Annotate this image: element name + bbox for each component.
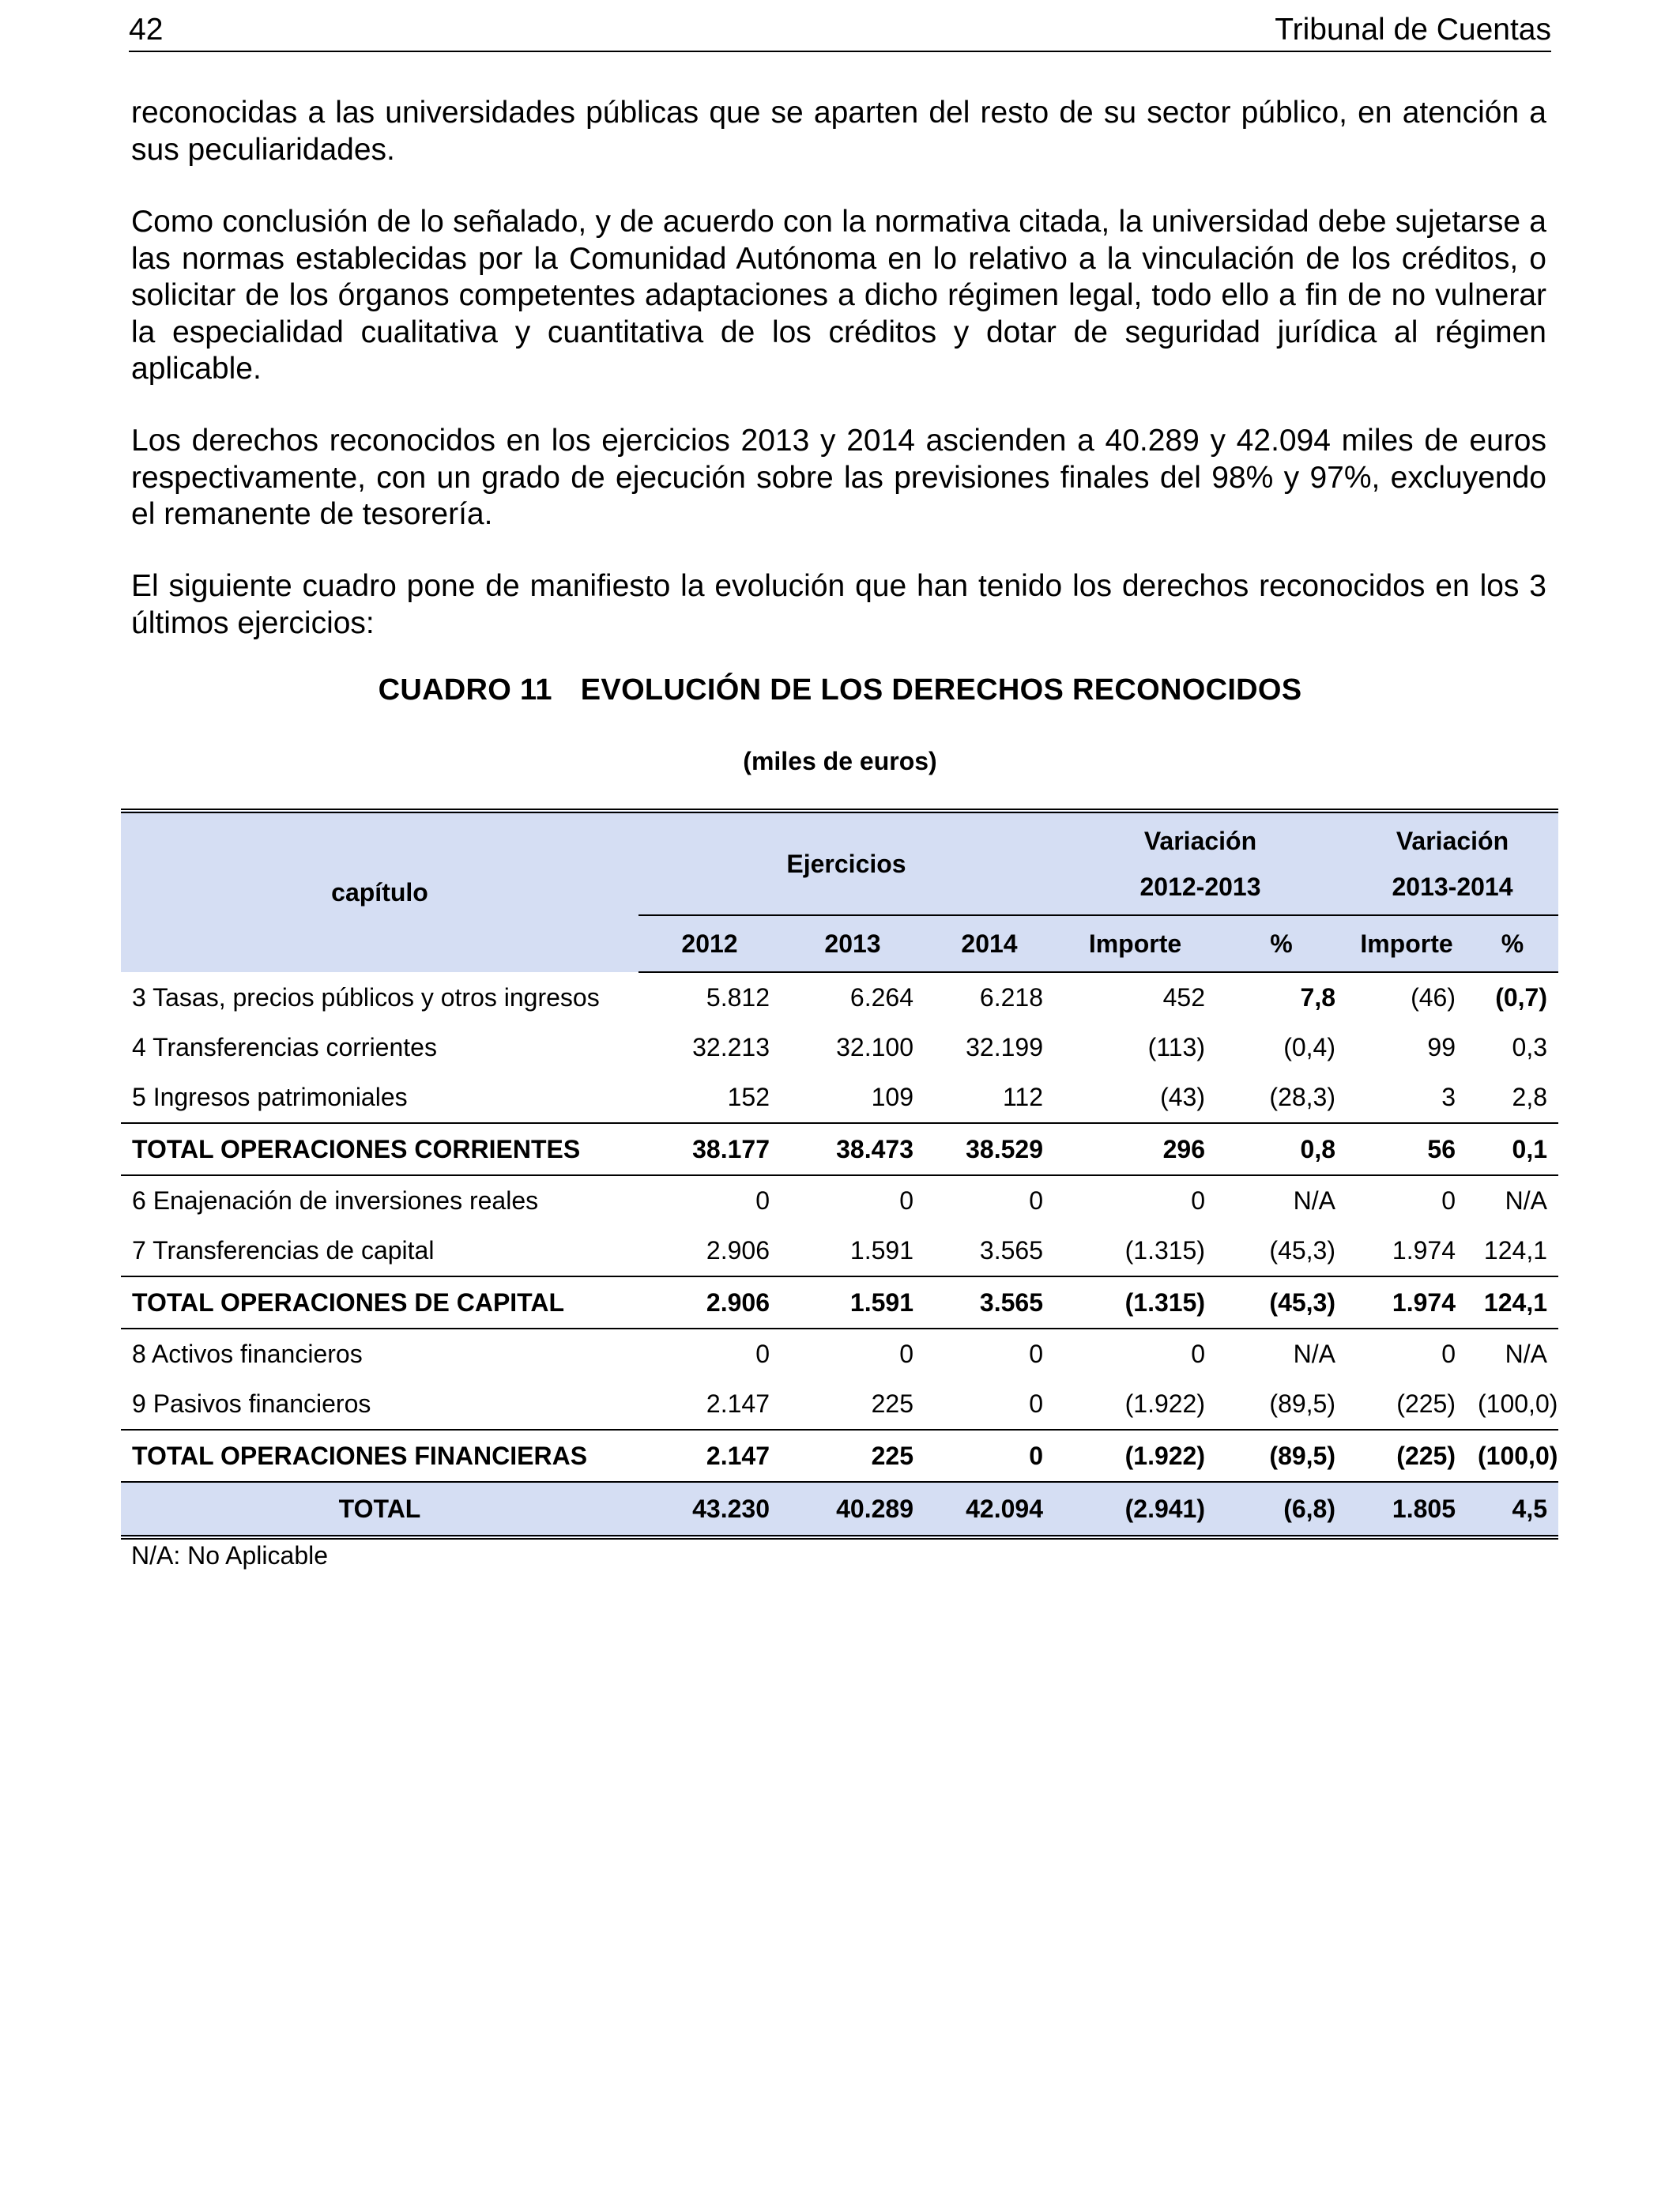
cell: 32.100 — [836, 1033, 913, 1061]
rights-table — [121, 809, 1558, 1540]
cell: 0 — [755, 1340, 770, 1368]
cell: 1.591 — [781, 1276, 925, 1329]
header-year-2013: 2013 — [781, 915, 925, 972]
cell: 3 — [1441, 1083, 1456, 1111]
cell: (6,8) — [1216, 1482, 1347, 1537]
table-title-text: EVOLUCIÓN DE LOS DERECHOS RECONOCIDOS — [580, 673, 1302, 707]
row-label: 3 Tasas, precios públicos y otros ingresos — [132, 982, 600, 1012]
page-header — [129, 9, 1551, 52]
cell: 225 — [781, 1430, 925, 1482]
cell: 112 — [1002, 1083, 1043, 1111]
row-label: 7 Transferencias de capital — [132, 1236, 435, 1265]
cell: 0,3 — [1512, 1033, 1547, 1061]
cell: (45,3) — [1216, 1276, 1347, 1329]
table-note: N/A: No Aplicable — [131, 1541, 329, 1570]
cell: 152 — [727, 1083, 770, 1111]
row-label: TOTAL OPERACIONES FINANCIERAS — [121, 1430, 638, 1482]
cell: (89,5) — [1216, 1430, 1347, 1482]
paragraph-1: reconocidas a las universidades públicas que se aparten del resto de su sector público, en atención a sus peculiaridades. — [131, 96, 1546, 167]
table-unit: (miles de euros) — [743, 747, 937, 775]
cell: (2.941) — [1054, 1482, 1216, 1537]
row-label: TOTAL OPERACIONES CORRIENTES — [121, 1123, 638, 1175]
header-pct: % — [1216, 915, 1347, 972]
row-label: 8 Activos financieros — [132, 1340, 363, 1368]
cell: 38.473 — [781, 1123, 925, 1175]
row-label: 5 Ingresos patrimoniales — [132, 1083, 408, 1111]
cell: (1.315) — [1124, 1236, 1205, 1265]
cell: 0 — [1441, 1186, 1456, 1215]
header-variacion-period: 2012-2013 — [1139, 873, 1261, 901]
header-year-2012: 2012 — [638, 915, 781, 972]
cell: N/A — [1293, 1340, 1335, 1368]
cell: 3.565 — [925, 1276, 1054, 1329]
header-variacion-label: Variación — [1396, 827, 1509, 855]
cell: 56 — [1347, 1123, 1467, 1175]
cell: N/A — [1293, 1186, 1335, 1215]
header-importe: Importe — [1054, 915, 1216, 972]
cell: (43) — [1160, 1083, 1205, 1111]
org-name: Tribunal de Cuentas — [1275, 13, 1551, 47]
header-variacion-label: Variación — [1143, 827, 1257, 855]
cell: 40.289 — [781, 1482, 925, 1537]
row-label: 4 Transferencias corrientes — [132, 1033, 437, 1061]
paragraph-4: El siguiente cuadro pone de manifiesto la evolución que han tenido los derechos reconocidos en los 3 últimos ejercicios: — [131, 569, 1546, 640]
table-row — [121, 972, 1558, 1023]
table-row — [121, 1379, 1558, 1430]
cell: 5.812 — [706, 983, 770, 1012]
cell: 32.213 — [692, 1033, 770, 1061]
cell: 0 — [1029, 1340, 1043, 1368]
table-subtotal-row — [121, 1123, 1558, 1175]
cell: N/A — [1505, 1340, 1547, 1368]
cell: 0 — [925, 1430, 1054, 1482]
page-number: 42 — [129, 13, 164, 47]
cell: 0 — [1191, 1340, 1205, 1368]
cell: 6.218 — [979, 983, 1043, 1012]
cell: 109 — [871, 1083, 913, 1111]
cell: (113) — [1147, 1033, 1205, 1061]
cell: 124,1 — [1483, 1236, 1547, 1265]
table-title — [0, 673, 1680, 707]
cell: 2,8 — [1512, 1083, 1547, 1111]
header-variacion-period: 2013-2014 — [1392, 873, 1513, 901]
cell: 3.565 — [979, 1236, 1043, 1265]
cell: 1.974 — [1347, 1276, 1467, 1329]
header-year-2014: 2014 — [925, 915, 1054, 972]
cell: 452 — [1162, 983, 1205, 1012]
header-importe: Importe — [1347, 915, 1467, 972]
cell: 4,5 — [1467, 1482, 1558, 1537]
cell: 1.591 — [849, 1236, 913, 1265]
cell: 0 — [1191, 1186, 1205, 1215]
cell: 6.264 — [849, 983, 913, 1012]
cell: (89,5) — [1269, 1389, 1335, 1418]
cell: 43.230 — [638, 1482, 781, 1537]
cell: 0,1 — [1467, 1123, 1558, 1175]
table-subtotal-row — [121, 1430, 1558, 1482]
cell: 0 — [1441, 1340, 1456, 1368]
cell: 2.906 — [638, 1276, 781, 1329]
cell: (0,4) — [1283, 1033, 1335, 1061]
cell: 2.147 — [638, 1430, 781, 1482]
cell: 99 — [1427, 1033, 1456, 1061]
cell: (100,0) — [1478, 1389, 1558, 1418]
cell: N/A — [1505, 1186, 1547, 1215]
header-pct: % — [1467, 915, 1558, 972]
cell: (1.315) — [1054, 1276, 1216, 1329]
header-variacion-2012-2013 — [1054, 811, 1347, 915]
cell: 38.177 — [638, 1123, 781, 1175]
cell: 42.094 — [925, 1482, 1054, 1537]
table-row — [121, 1175, 1558, 1226]
table-row — [121, 1023, 1558, 1072]
cell: 2.147 — [706, 1389, 770, 1418]
paragraph-2: Como conclusión de lo señalado, y de acuerdo con la normativa citada, la universidad debe sujetarse a las normas establecidas por la Comunidad Autónoma en lo relativo a la vinculación de los créditos, o solicitar de los órganos competentes adaptaciones a dicho régimen legal, todo ello a fin de no vulnerar la especialidad cualitativa y cuantitativa de los créditos y dotar de seguridad jurídica al régimen aplicable. — [131, 205, 1546, 386]
cell: 0,8 — [1216, 1123, 1347, 1175]
table-row — [121, 1329, 1558, 1379]
cell: (46) — [1411, 983, 1456, 1012]
cell: (0,7) — [1495, 983, 1547, 1012]
header-capitulo: capítulo — [121, 811, 638, 972]
table-row — [121, 1226, 1558, 1276]
cell: 1.974 — [1392, 1236, 1456, 1265]
row-label: 6 Enajenación de inversiones reales — [132, 1186, 539, 1215]
header-variacion-2013-2014 — [1347, 811, 1558, 915]
table-number: CUADRO 11 — [378, 673, 552, 707]
header-ejercicios: Ejercicios — [638, 811, 1054, 915]
cell: (1.922) — [1124, 1389, 1205, 1418]
table-row — [121, 1072, 1558, 1123]
cell: (45,3) — [1269, 1236, 1335, 1265]
table-subtotal-row — [121, 1276, 1558, 1329]
cell: 32.199 — [966, 1033, 1043, 1061]
cell: 7,8 — [1300, 983, 1335, 1012]
cell: 124,1 — [1467, 1276, 1558, 1329]
table-header-row-1 — [121, 811, 1558, 915]
cell: (28,3) — [1269, 1083, 1335, 1111]
cell: 0 — [899, 1186, 913, 1215]
cell: (225) — [1347, 1430, 1467, 1482]
row-label: TOTAL OPERACIONES DE CAPITAL — [121, 1276, 638, 1329]
row-label: 9 Pasivos financieros — [132, 1389, 371, 1418]
cell: 296 — [1054, 1123, 1216, 1175]
cell: (225) — [1396, 1389, 1456, 1418]
cell: 0 — [899, 1340, 913, 1368]
cell: 0 — [755, 1186, 770, 1215]
table-total-row — [121, 1482, 1558, 1537]
cell: 2.906 — [706, 1236, 770, 1265]
cell: (1.922) — [1054, 1430, 1216, 1482]
cell: (100,0) — [1467, 1430, 1558, 1482]
row-label: TOTAL — [121, 1482, 638, 1537]
paragraph-3: Los derechos reconocidos en los ejercicios 2013 y 2014 ascienden a 40.289 y 42.094 miles de euros respectivamente, con un grado de ejecución sobre las previsiones finales del 98% y 97%, excluyendo el remanente de tesorería. — [131, 424, 1546, 531]
cell: 225 — [871, 1389, 913, 1418]
cell: 1.805 — [1347, 1482, 1467, 1537]
cell: 38.529 — [925, 1123, 1054, 1175]
cell: 0 — [1029, 1389, 1043, 1418]
cell: 0 — [1029, 1186, 1043, 1215]
